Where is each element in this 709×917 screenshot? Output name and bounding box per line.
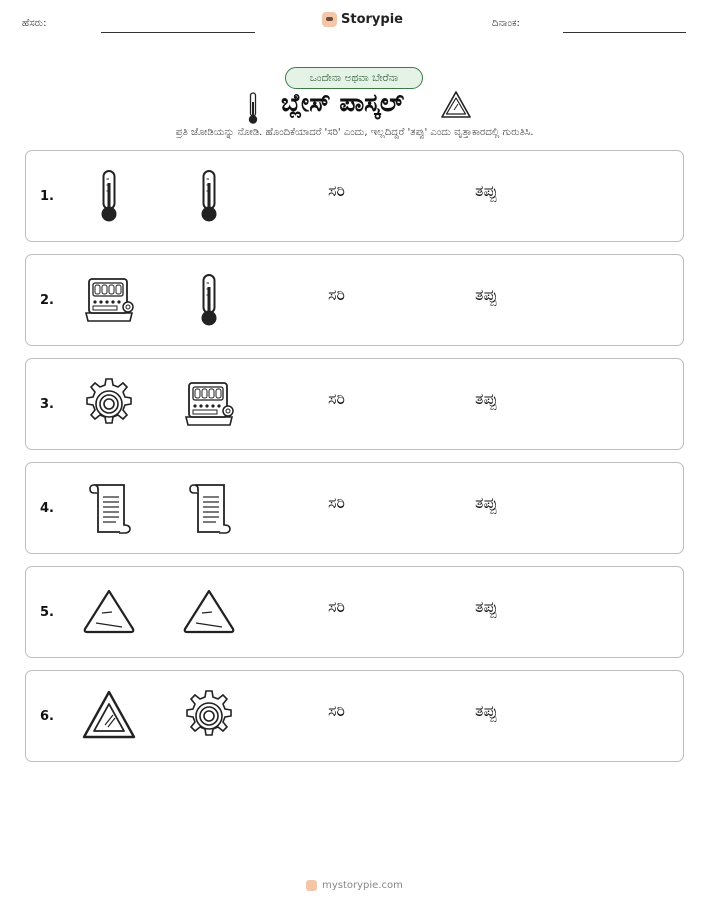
option-true[interactable]: ಸರಿ xyxy=(328,389,345,408)
option-true[interactable]: ಸರಿ xyxy=(328,181,345,200)
thermometer-icon xyxy=(246,92,260,130)
page-title: ಬ್ಲೇಸ್ ಪಾಸ್ಕಲ್ xyxy=(281,88,405,117)
footer xyxy=(0,880,709,891)
question-row xyxy=(25,462,684,554)
scroll-icon xyxy=(80,479,138,537)
option-false[interactable]: ತಪ್ಪು xyxy=(475,181,498,200)
option-false[interactable]: ತಪ್ಪು xyxy=(475,493,498,512)
warning-triangle-icon xyxy=(440,90,472,124)
storypie-logo xyxy=(322,12,403,27)
row-number: 5. xyxy=(40,605,54,620)
date-label: ದಿನಾಂಕ: xyxy=(492,18,520,29)
name-field-line[interactable] xyxy=(101,32,255,33)
storypie-mascot-icon xyxy=(306,880,317,891)
option-false[interactable]: ತಪ್ಪು xyxy=(475,285,498,304)
thermometer-icon xyxy=(80,167,138,225)
option-true[interactable]: ಸರಿ xyxy=(328,285,345,304)
name-label: ಹೆಸರು: xyxy=(22,18,47,29)
calculator-machine-icon xyxy=(80,271,138,329)
row-number: 6. xyxy=(40,709,54,724)
option-false[interactable]: ತಪ್ಪು xyxy=(475,389,498,408)
warning-triangle-icon xyxy=(80,687,138,745)
thermometer-icon xyxy=(180,271,238,329)
question-row xyxy=(25,150,684,242)
row-number: 2. xyxy=(40,293,54,308)
title-row xyxy=(0,86,709,126)
option-false[interactable]: ತಪ್ಪು xyxy=(475,597,498,616)
brand-name: Storypie xyxy=(341,12,403,27)
gear-icon xyxy=(180,687,238,745)
gear-icon xyxy=(80,375,138,433)
triangle-icon xyxy=(80,583,138,641)
row-number: 4. xyxy=(40,501,54,516)
row-number: 3. xyxy=(40,397,54,412)
instructions: ಪ್ರತಿ ಜೋಡಿಯನ್ನು ನೋಡಿ. ಹೊಂದಿಕೆಯಾದರೆ 'ಸರಿ' ಎಂದು, ಇಲ್ಲದಿದ್ದರೆ 'ತಪ್ಪು' ಎಂದು ವೃತ್ತಾಕಾರದಲ್ಲಿ ಗುರುತಿಸಿ. xyxy=(175,127,534,138)
option-true[interactable]: ಸರಿ xyxy=(328,493,345,512)
footer-url[interactable]: mystorypie.com xyxy=(322,880,403,891)
triangle-icon xyxy=(180,583,238,641)
storypie-mascot-icon xyxy=(322,12,337,27)
question-row xyxy=(25,358,684,450)
option-true[interactable]: ಸರಿ xyxy=(328,701,345,720)
worksheet-type-tag: ಒಂದೇನಾ ಅಥವಾ ಬೇರೆನಾ xyxy=(285,67,423,89)
thermometer-icon xyxy=(180,167,238,225)
question-row xyxy=(25,670,684,762)
scroll-icon xyxy=(180,479,238,537)
question-row xyxy=(25,566,684,658)
date-field-line[interactable] xyxy=(563,32,686,33)
option-false[interactable]: ತಪ್ಪು xyxy=(475,701,498,720)
question-row xyxy=(25,254,684,346)
option-true[interactable]: ಸರಿ xyxy=(328,597,345,616)
calculator-machine-icon xyxy=(180,375,238,433)
row-number: 1. xyxy=(40,189,54,204)
